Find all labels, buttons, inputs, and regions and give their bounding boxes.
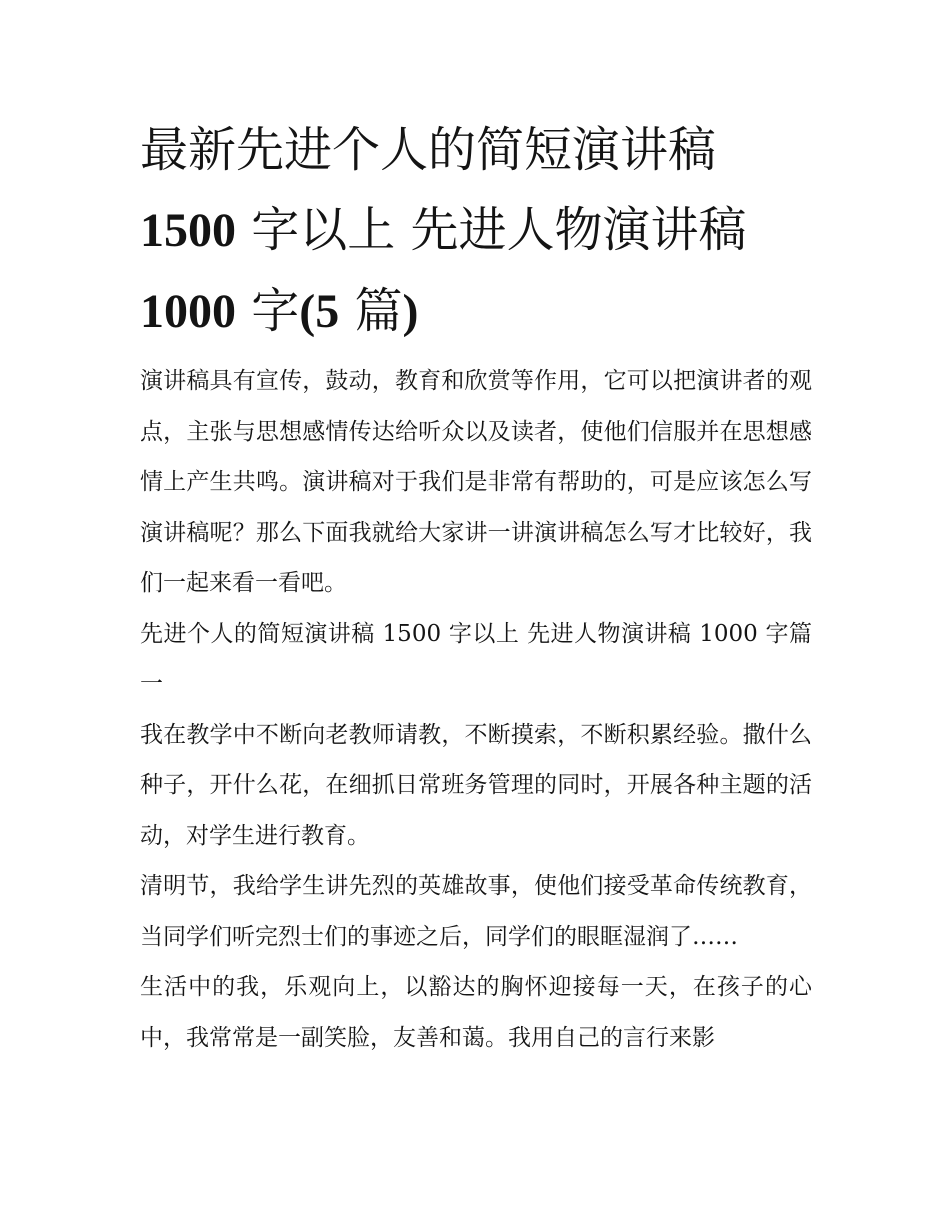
document-page [140, 110, 812, 1063]
title-count-close: ) [402, 285, 419, 338]
body-paragraph-teaching: 我在教学中不断向老教师请教，不断摸索，不断积累经验。撒什么种子，开什么花，在细抓日常班务管理的同时，开展各种主题的活动，对学生进行教育。 [140, 721, 812, 849]
title-line-1: 最新先进个人的简短演讲稿 [140, 122, 717, 178]
section-heading: 先进个人的简短演讲稿 1500 字以上 先进人物演讲稿 1000 字篇一 [140, 620, 812, 697]
title-count-open: (5 [299, 285, 340, 338]
body-paragraph-life: 生活中的我，乐观向上，以豁达的胸怀迎接每一天，在孩子的心中，我常常是一副笑脸，友善和蔼。我用自己的言行来影 [140, 974, 812, 1051]
title-line-2-text: 字以上 先进人物演讲稿 [236, 202, 747, 258]
intro-paragraph: 演讲稿具有宣传，鼓动，教育和欣赏等作用，它可以把演讲者的观点，主张与思想感情传达给听众以及读者，使他们信服并在思想感情上产生共鸣。演讲稿对于我们是非常有帮助的，可是应该怎么写演讲稿呢？那么下面我就给大家讲一讲演讲稿怎么写才比较好，我们一起来看一看吧。 [140, 368, 812, 596]
body-paragraph-qingming: 清明节，我给学生讲先烈的英雄故事，使他们接受革命传统教育，当同学们听完烈士们的事迹之后，同学们的眼眶湿润了…… [140, 873, 812, 950]
title-number-1500: 1500 [140, 204, 236, 257]
title-number-1000: 1000 [140, 285, 236, 338]
title-line-3-text-b: 篇 [339, 283, 403, 339]
title-line-3-text-a: 字 [236, 283, 300, 339]
document-title [140, 110, 812, 352]
